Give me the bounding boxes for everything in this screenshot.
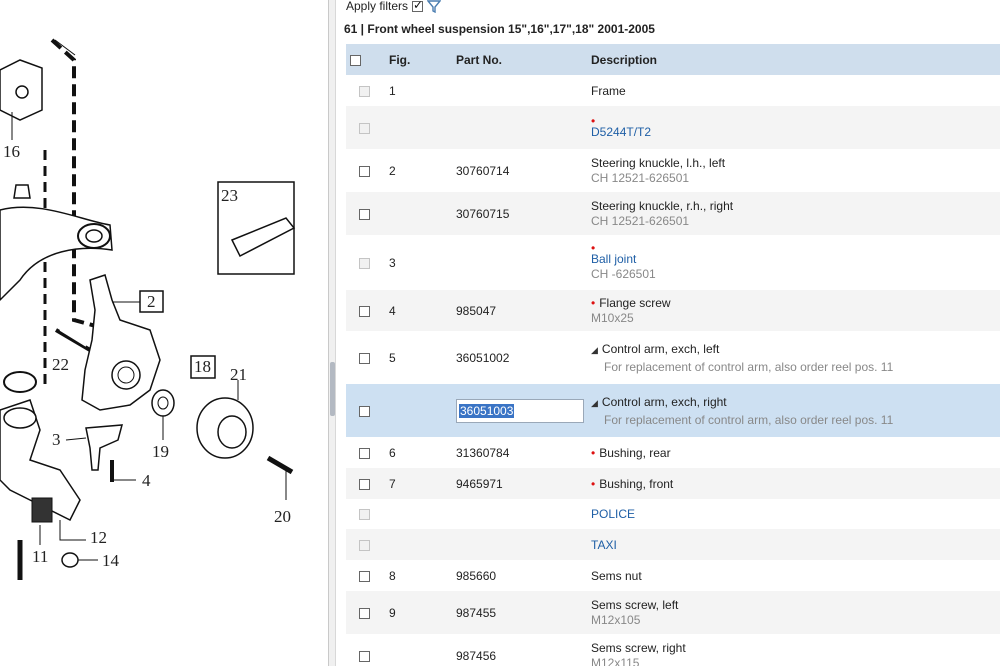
- row-description: Steering knuckle, r.h., right: [591, 199, 734, 213]
- row-checkbox: [359, 540, 370, 551]
- apply-filters-checkbox[interactable]: [412, 1, 423, 12]
- table-row[interactable]: [346, 106, 1000, 149]
- table-row[interactable]: [346, 499, 1000, 529]
- row-checkbox[interactable]: [359, 608, 370, 619]
- row-fig: 7: [379, 468, 456, 499]
- red-dot-icon: •: [591, 445, 596, 460]
- row-checkbox: [359, 509, 370, 520]
- diagram-label-3[interactable]: 3: [52, 430, 61, 449]
- red-dot-icon: •: [591, 296, 596, 310]
- row-description: Sems screw, left: [591, 598, 679, 612]
- row-part-no: 985660: [456, 568, 497, 583]
- diagram-label-18[interactable]: 18: [194, 357, 211, 376]
- table-row[interactable]: [346, 235, 1000, 290]
- table-row-selected[interactable]: [346, 384, 1000, 437]
- diagram-label-19[interactable]: 19: [152, 442, 169, 461]
- part-number-selected-text[interactable]: 36051003: [460, 403, 514, 418]
- row-sub-description: For replacement of control arm, also order reel pos. 11: [604, 412, 894, 427]
- table-row[interactable]: [346, 634, 1000, 666]
- row-checkbox[interactable]: [359, 306, 370, 317]
- row-fig: 6: [389, 445, 396, 460]
- row-fig: [379, 384, 456, 437]
- table-row[interactable]: [346, 529, 1000, 560]
- red-dot-icon: •: [591, 241, 596, 255]
- diagram-label-11[interactable]: 11: [32, 547, 49, 566]
- diagram-label-21[interactable]: 21: [230, 365, 247, 384]
- diagram-label-22[interactable]: 22: [52, 355, 69, 374]
- row-fig: 5: [389, 350, 396, 365]
- table-row[interactable]: [346, 591, 1000, 634]
- row-fig: [379, 634, 456, 666]
- suspension-diagram-svg: [0, 0, 328, 666]
- diagram-label-16[interactable]: 16: [3, 142, 20, 161]
- expand-triangle-icon[interactable]: ◢: [591, 397, 598, 408]
- table-header-row: [346, 44, 1000, 75]
- row-fig: [379, 529, 456, 560]
- col-fig[interactable]: Fig.: [379, 44, 456, 75]
- row-part-no: [456, 235, 591, 290]
- col-description[interactable]: Description: [591, 44, 1000, 75]
- splitter-grip[interactable]: [330, 362, 335, 416]
- row-description: Bushing, front: [599, 476, 674, 491]
- row-sub-description: For replacement of control arm, also order reel pos. 11: [604, 359, 894, 374]
- diagram-label-14[interactable]: 14: [102, 551, 119, 570]
- table-row[interactable]: [346, 560, 1000, 591]
- row-checkbox[interactable]: [359, 448, 370, 459]
- row-checkbox[interactable]: [359, 406, 370, 417]
- row-checkbox: [359, 123, 370, 134]
- red-dot-icon: •: [591, 476, 596, 491]
- row-description: Bushing, rear: [599, 445, 671, 460]
- row-description: Frame: [591, 83, 626, 98]
- row-fig: 4: [379, 290, 456, 331]
- row-checkbox[interactable]: [359, 353, 370, 364]
- row-part-no: [456, 75, 591, 106]
- select-all-checkbox[interactable]: [350, 55, 361, 66]
- row-description: Steering knuckle, l.h., left: [591, 156, 726, 170]
- row-part-no: 30760714: [456, 163, 510, 178]
- row-checkbox[interactable]: [359, 209, 370, 220]
- row-description-link[interactable]: D5244T/T2: [591, 124, 652, 139]
- row-description: Sems nut: [591, 568, 642, 583]
- row-part-no: 36051002: [456, 350, 510, 365]
- diagram-label-2[interactable]: 2: [147, 292, 156, 311]
- part-number-edit-field[interactable]: [456, 399, 584, 423]
- row-fig: 1: [389, 83, 396, 98]
- row-part-no: 987455: [456, 591, 591, 634]
- parts-panel: [336, 0, 1000, 666]
- diagram-label-4[interactable]: 4: [142, 471, 151, 490]
- table-row[interactable]: [346, 331, 1000, 384]
- col-part-no[interactable]: Part No.: [456, 44, 591, 75]
- diagram-label-23[interactable]: 23: [221, 186, 238, 205]
- row-checkbox: [359, 86, 370, 97]
- red-dot-icon: •: [591, 113, 596, 128]
- expand-triangle-icon[interactable]: ◢: [591, 344, 598, 355]
- row-sub-description: CH 12521-626501: [591, 214, 690, 228]
- row-sub-description: CH 12521-626501: [591, 171, 690, 185]
- row-sub-description: M12x105: [591, 613, 641, 627]
- table-row[interactable]: [346, 290, 1000, 331]
- row-checkbox[interactable]: [359, 479, 370, 490]
- row-description: Control arm, exch, left: [601, 341, 720, 356]
- row-sub-description: M12x115: [591, 656, 640, 666]
- filter-bar: [346, 0, 441, 15]
- row-description-link[interactable]: POLICE: [591, 507, 636, 521]
- parts-diagram[interactable]: [0, 0, 328, 666]
- row-part-no: [456, 529, 591, 560]
- row-description-link[interactable]: Ball joint: [591, 252, 637, 266]
- row-part-no: [456, 499, 591, 529]
- row-description: Sems screw, right: [591, 641, 686, 655]
- row-part-no: 9465971: [456, 468, 591, 499]
- diagram-label-20[interactable]: 20: [274, 507, 291, 526]
- row-part-no: 985047: [456, 290, 591, 331]
- row-fig: [379, 499, 456, 529]
- row-fig: 3: [389, 255, 396, 270]
- row-checkbox[interactable]: [359, 571, 370, 582]
- row-checkbox[interactable]: [359, 166, 370, 177]
- row-description-link[interactable]: TAXI: [591, 537, 617, 552]
- row-description: Control arm, exch, right: [601, 394, 727, 409]
- select-all-cell: [346, 44, 379, 75]
- table-row[interactable]: [346, 149, 1000, 192]
- row-sub-description: CH -626501: [591, 267, 656, 281]
- row-part-no: 987456: [456, 648, 497, 663]
- row-description: Flange screw: [599, 296, 671, 310]
- row-sub-description: M10x25: [591, 311, 634, 325]
- row-fig: 9: [379, 591, 456, 634]
- row-fig: 2: [389, 163, 396, 178]
- filter-funnel-icon[interactable]: [427, 0, 441, 13]
- row-fig: 8: [389, 568, 396, 583]
- row-fig: [379, 106, 456, 149]
- row-part-no: 30760715: [456, 192, 591, 235]
- section-title: 61 | Front wheel suspension 15",16",17",18" 2001-2005: [344, 22, 655, 36]
- row-part-no: [456, 106, 591, 149]
- apply-filters-label: Apply filters: [346, 0, 409, 13]
- table-row[interactable]: [346, 437, 1000, 468]
- row-checkbox[interactable]: [359, 651, 370, 662]
- table-row[interactable]: [346, 468, 1000, 499]
- row-part-no: 31360784: [456, 445, 510, 460]
- row-fig: [379, 192, 456, 235]
- row-checkbox: [359, 258, 370, 269]
- parts-table: [346, 44, 1000, 666]
- diagram-label-12[interactable]: 12: [90, 528, 107, 547]
- table-row[interactable]: [346, 192, 1000, 235]
- pane-splitter[interactable]: [328, 0, 336, 666]
- table-row[interactable]: [346, 75, 1000, 106]
